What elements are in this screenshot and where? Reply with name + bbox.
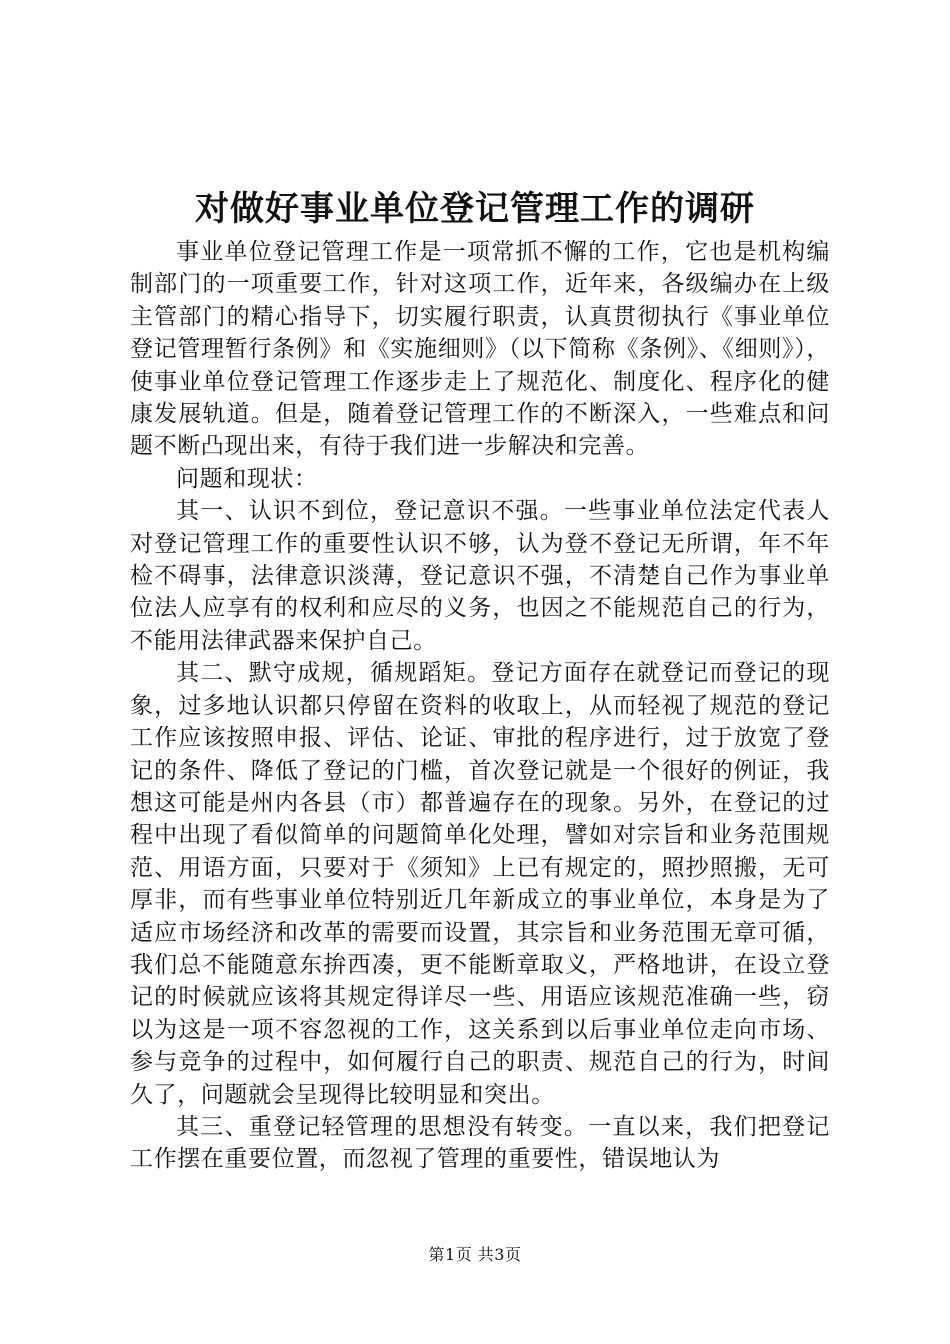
paragraph-issue-2: 其二、默守成规，循规蹈矩。登记方面存在就登记而登记的现象，过多地认识都只停留在资料的收取上，从而轻视了规范的登记工作应该按照申报、评估、论证、审批的程序进行，过于放宽了登记的条件、降低了登记的门槛，首次登记就是一个很好的例证，我想这可能是州内各县（市）都普遍存在的现象。另外，在登记的过程中出现了看似简单的问题简单化处理，譬如对宗旨和业务范围规范、用语方面，只要对于《须知》上已有规定的，照抄照搬，无可厚非，而有些事业单位特别近几年新成立的事业单位，本身是为了适应市场经济和改革的需要而设置，其宗旨和业务范围无章可循，我们总不能随意东拚西凑，更不能断章取义，严格地讲，在设立登记的时候就应该将其规定得详尽一些、用语应该规范准确一些，窃以为这是一项不容忽视的工作，这关系到以后事业单位走向市场、参与竞争的过程中，如何履行自己的职责、规范自己的行为，时间久了，问题就会呈现得比较明显和突出。 xyxy=(130,660,830,1108)
document-body xyxy=(130,236,830,1176)
paragraph-issue-1: 其一、认识不到位，登记意识不强。一些事业单位法定代表人对登记管理工作的重要性认识不够，认为登不登记无所谓，年不年检不碍事，法律意识淡薄，登记意识不强，不清楚自己作为事业单位法人应享有的权利和应尽的义务，也因之不能规范自己的行为，不能用法律武器来保护自己。 xyxy=(130,498,830,654)
paragraph-intro: 事业单位登记管理工作是一项常抓不懈的工作，它也是机构编制部门的一项重要工作，针对这项工作，近年来，各级编办在上级主管部门的精心指导下，切实履行职责，认真贯彻执行《事业单位登记管理暂行条例》和《实施细则》（以下简称《条例》、《细则》），使事业单位登记管理工作逐步走上了规范化、制度化、程序化的健康发展轨道。但是，随着登记管理工作的不断深入，一些难点和问题不断凸现出来，有待于我们进一步解决和完善。 xyxy=(130,239,830,460)
page-number-footer: 第1页 共3页 xyxy=(428,1245,522,1264)
paragraph-issue-3: 其三、重登记轻管理的思想没有转变。一直以来，我们把登记工作摆在重要位置，而忽视了管理的重要性，错误地认为 xyxy=(130,1113,830,1173)
document-title: 对做好事业单位登记管理工作的调研 xyxy=(195,189,755,229)
paragraph-section-heading: 问题和现状： xyxy=(176,465,318,492)
